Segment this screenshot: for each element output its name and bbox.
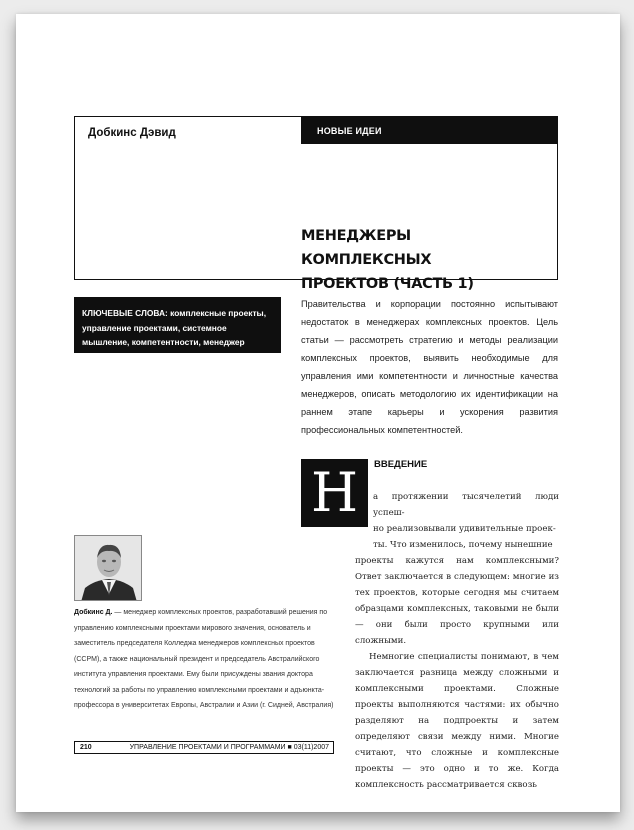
bio-name: Добкинс Д. <box>74 609 113 616</box>
body-paragraph-1: проекты кажутся нам комплексными? Ответ заключается в следующем: многие из тех проектов, которые сегодня мы считаем образцами комплексных, таковыми не были — они были просто крупными или сложными. <box>355 556 559 646</box>
author-bio <box>74 605 336 714</box>
section-heading: ВВЕДЕНИЕ <box>374 459 428 470</box>
body-paragraph-2: Немногие специалисты понимают, в чем заключается разница между сложными и комплексными проектами. Сложные проекты выполняются частями: их обычно разделяют на подпроекты и затем определяют связи между ними. Многие считают, что сложные и комплексные проекты — это одно и то же. Когда комплексность рассматривается сквозь <box>355 652 559 790</box>
author-photo <box>74 535 142 601</box>
rubric-label: НОВЫЕ ИДЕИ <box>317 126 382 136</box>
abstract: Правительства и корпорации постоянно испытывают недостаток в менеджерах комплексных проектов. Цель статьи — рассмотреть стратегию и методы реализации комплексных проектов, выявить необходимые для управления ими компетентности и личностные качества менеджеров, описать методологию их идентификации на раннем этапе карьеры и ускорения развития профессиональных компетентностей. <box>301 299 558 435</box>
title-line-1: МЕНЕДЖЕРЫ КОМПЛЕКСНЫХ <box>301 228 432 268</box>
drop-cap: Н <box>301 459 368 527</box>
body-line: но реализовывали удивительные проек- <box>373 524 556 534</box>
body-line: ты. Что изменилось, почему нынешние <box>373 540 553 550</box>
portrait-image <box>75 536 142 601</box>
rubric-bar <box>301 116 558 144</box>
body-line: а протяжении тысячелетий люди успеш- <box>373 492 559 518</box>
article-body <box>355 489 559 793</box>
page-number: 210 <box>80 744 92 751</box>
article-title <box>301 224 541 296</box>
page-footer <box>74 741 334 754</box>
title-line-2: ПРОЕКТОВ (ЧАСТЬ 1) <box>301 276 474 292</box>
journal-issue: УПРАВЛЕНИЕ ПРОЕКТАМИ И ПРОГРАММАМИ ■ 03(11)2007 <box>129 744 329 751</box>
keywords-box: КЛЮЧЕВЫЕ СЛОВА: комплексные проекты, управление проектами, системное мышление, компетентности, менеджер комплексных проектов <box>74 297 281 353</box>
author-name: Добкинс Дэвид <box>88 127 176 139</box>
bio-text: — менеджер комплексных проектов, разработавший решения по управлению комплексными проектами мирового значения, основатель и заместитель председателя Колледжа менеджеров комплексных проектов (CCPM), а также национальный президент и председатель Австралийского института управления проектами. Ему были присуждены звания доктора технологий за работы по управлению комплексными проектами и адъюнкта-профессора в университетах Европы, Австралии и Азии (г. Сидней, Австралия) <box>74 609 334 709</box>
